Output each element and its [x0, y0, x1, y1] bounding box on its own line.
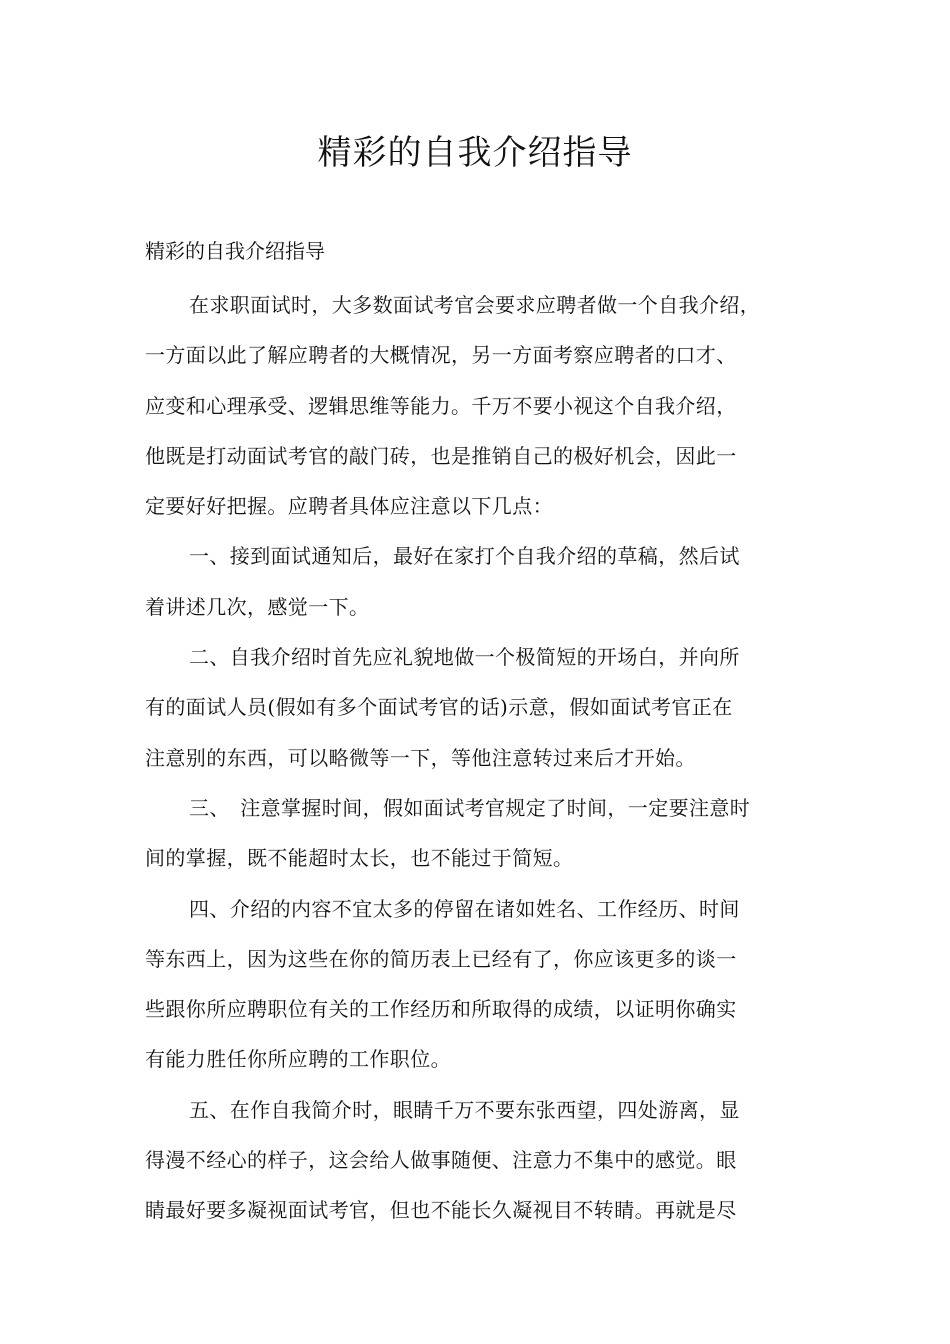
body-line: 注意别的东西，可以略微等一下，等他注意转过来后才开始。: [145, 745, 696, 770]
document-subtitle: 精彩的自我介绍指导: [145, 239, 325, 263]
body-line: 一、接到面试通知后，最好在家打个自我介绍的草稿，然后试: [189, 544, 740, 569]
body-line: 二、自我介绍时首先应礼貌地做一个极简短的开场白，并向所: [189, 645, 740, 670]
document-title: 精彩的自我介绍指导: [317, 133, 633, 173]
body-line: 一方面以此了解应聘者的大概情况，另一方面考察应聘者的口才、: [145, 343, 737, 368]
body-line: 些跟你所应聘职位有关的工作经历和所取得的成绩，以证明你确实: [145, 997, 737, 1022]
body-line: 应变和心理承受、逻辑思维等能力。千万不要小视这个自我介绍，: [145, 393, 737, 418]
body-line: 睛最好要多凝视面试考官，但也不能长久凝视目不转睛。再就是尽: [145, 1198, 737, 1223]
document-body: [145, 280, 815, 1236]
body-line: 得漫不经心的样子，这会给人做事随便、注意力不集中的感觉。眼: [145, 1148, 737, 1173]
body-line: 在求职面试时，大多数面试考官会要求应聘者做一个自我介绍，: [189, 293, 761, 317]
body-line: 有能力胜任你所应聘的工作职位。: [145, 1047, 451, 1072]
body-line: 有的面试人员(假如有多个面试考官的话)示意，假如面试考官正在: [145, 695, 733, 720]
body-line: 他既是打动面试考官的敲门砖，也是推销自己的极好机会，因此一: [145, 443, 737, 468]
body-line: 定要好好把握。应聘者具体应注意以下几点：: [145, 494, 553, 519]
body-line: 间的掌握，既不能超时太长，也不能过于简短。: [145, 846, 574, 871]
body-line: 三、 注意掌握时间，假如面试考官规定了时间，一定要注意时: [189, 795, 751, 820]
body-line: 等东西上，因为这些在你的简历表上已经有了，你应该更多的谈一: [145, 946, 737, 971]
body-line: 五、在作自我简介时，眼睛千万不要东张西望，四处游离，显: [189, 1097, 740, 1122]
body-line: 着讲述几次，感觉一下。: [145, 594, 370, 619]
body-line: 四、介绍的内容不宜太多的停留在诸如姓名、工作经历、时间: [189, 896, 740, 921]
